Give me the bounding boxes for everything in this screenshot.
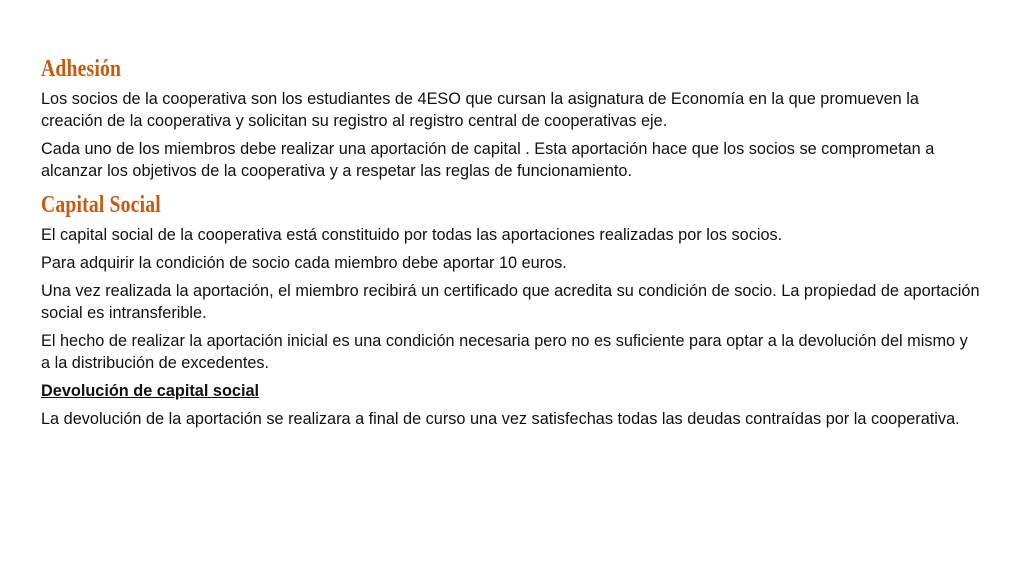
- heading-capital-social: Capital Social: [41, 192, 161, 218]
- adhesion-paragraph-2: Cada uno de los miembros debe realizar una aportación de capital . Esta aportación hace que los socios se comprometan a alcanzar los objetivos de la cooperativa y a respetar las reglas de funcionamiento.: [41, 140, 935, 180]
- subheading-devolucion: Devolución de capital social: [41, 382, 260, 400]
- slide-content: [41, 52, 981, 436]
- heading-adhesion: Adhesión: [41, 56, 122, 82]
- capital-paragraph-3: Una vez realizada la aportación, el miembro recibirá un certificado que acredita su condición de socio. La propiedad de aportación social es intransferible.: [41, 282, 980, 322]
- capital-paragraph-1: El capital social de la cooperativa está constituido por todas las aportaciones realizadas por los socios.: [41, 226, 783, 244]
- capital-paragraph-4: El hecho de realizar la aportación inicial es una condición necesaria pero no es suficiente para optar a la devolución del mismo y a la distribución de excedentes.: [41, 332, 968, 372]
- devolucion-paragraph: La devolución de la aportación se realizara a final de curso una vez satisfechas todas las deudas contraídas por la cooperativa.: [41, 410, 960, 428]
- adhesion-paragraph-1: Los socios de la cooperativa son los estudiantes de 4ESO que cursan la asignatura de Economía en la que promueven la creación de la cooperativa y solicitan su registro al registro central de cooperativas eje.: [41, 90, 919, 130]
- capital-paragraph-2: Para adquirir la condición de socio cada miembro debe aportar 10 euros.: [41, 254, 567, 272]
